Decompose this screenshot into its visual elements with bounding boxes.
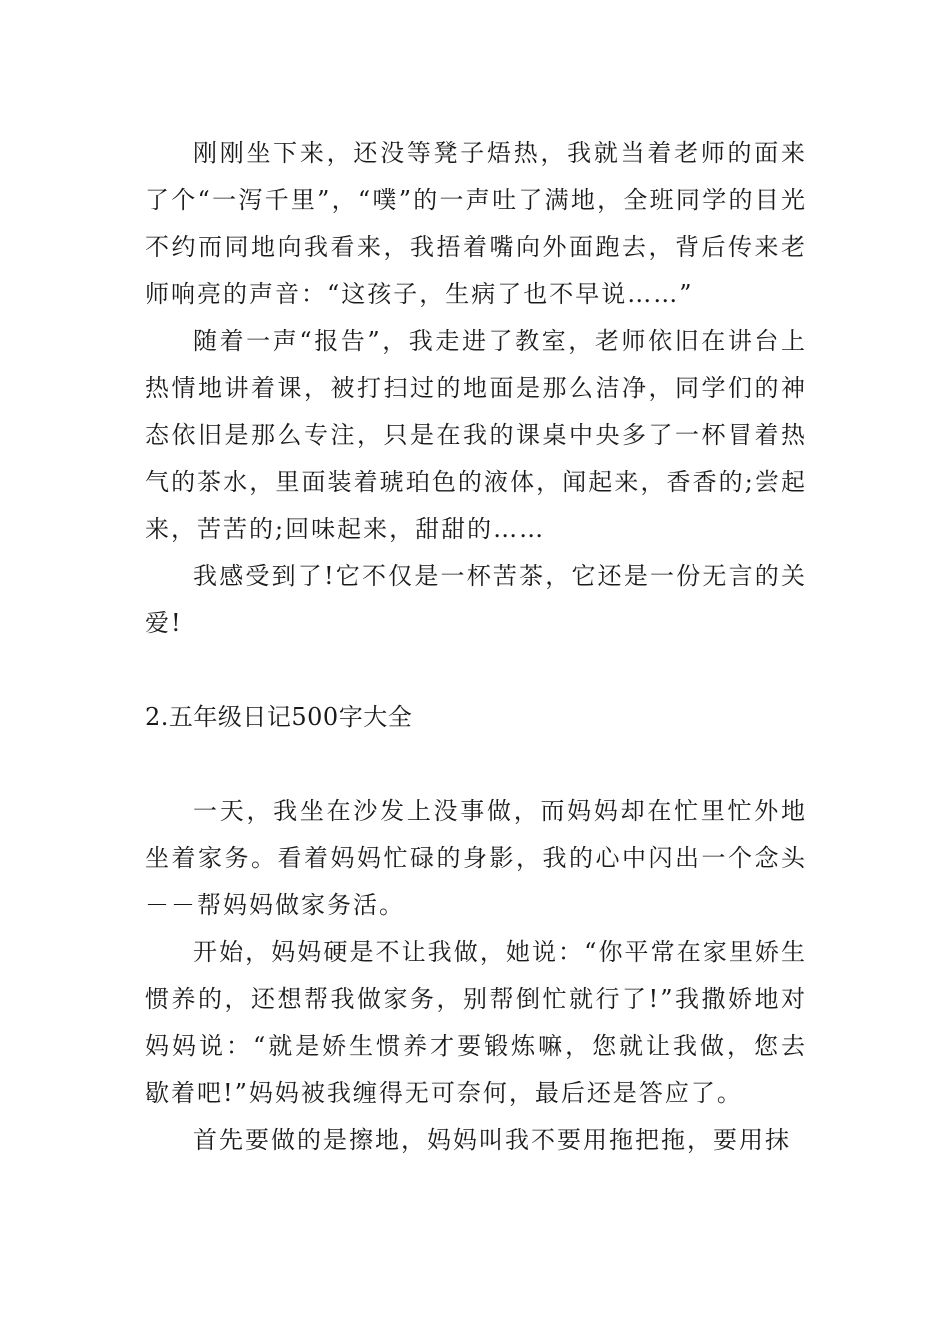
- spacer: [145, 741, 807, 788]
- section-heading: 2.五年级日记500字大全: [145, 703, 413, 731]
- paragraph: 首先要做的是擦地，妈妈叫我不要用拖把拖，要用抹: [193, 1126, 791, 1154]
- paragraph: 随着一声“报告”，我走进了教室，老师依旧在讲台上热情地讲着课，被打扫过的地面是那么洁净，同学们的神态依旧是那么专注，只是在我的课桌中央多了一杯冒着热气的茶水，里面装着琥珀色的液体，闻起来，香香的;尝起来，苦苦的;回味起来，甜甜的……: [145, 327, 807, 543]
- paragraph: 刚刚坐下来，还没等凳子焐热，我就当着老师的面来了个“一泻千里”，“噗”的一声吐了满地，全班同学的目光不约而同地向我看来，我捂着嘴向外面跑去，背后传来老师响亮的声音：“这孩子，生病了也不早说……”: [145, 139, 807, 308]
- paragraph: 一天，我坐在沙发上没事做，而妈妈却在忙里忙外地坐着家务。看着妈妈忙碌的身影，我的心中闪出一个念头－－帮妈妈做家务活。: [145, 797, 807, 919]
- paragraph: 开始，妈妈硬是不让我做，她说：“你平常在家里娇生惯养的，还想帮我做家务，别帮倒忙就行了!”我撒娇地对妈妈说：“就是娇生惯养才要锻炼嘛，您就让我做，您去歇着吧!”妈妈被我缠得无可奈何，最后还是答应了。: [145, 938, 807, 1107]
- paragraph: 我感受到了!它不仅是一杯苦茶，它还是一份无言的关爱!: [145, 562, 807, 637]
- document-page: [145, 130, 807, 1164]
- spacer: [145, 647, 807, 694]
